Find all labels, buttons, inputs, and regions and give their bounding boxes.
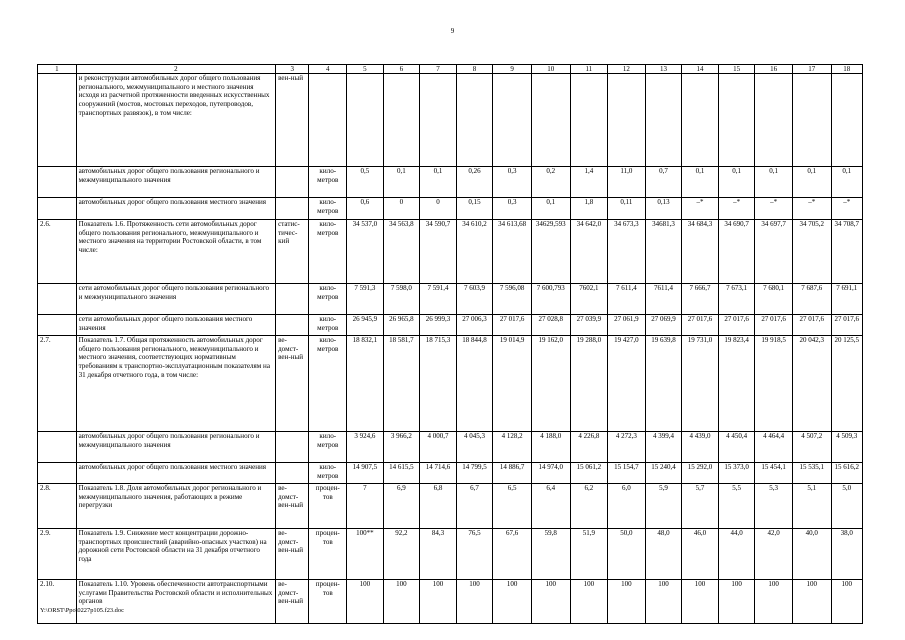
row-value: 26 965,8: [383, 315, 420, 336]
row-value: 0,6: [347, 198, 384, 220]
row-source: ве-домст-вен-ный: [276, 484, 309, 529]
row-value: 14 974,0: [531, 463, 570, 484]
row-value: 1,4: [570, 167, 608, 198]
row-value: 18 581,7: [383, 336, 420, 432]
row-value: 34 690,7: [718, 220, 755, 284]
indicators-table: [37, 64, 863, 624]
row-value: –*: [718, 198, 755, 220]
row-value: 4 399,4: [645, 432, 682, 463]
row-source: [276, 198, 309, 220]
row-unit: кило-метров: [309, 167, 347, 198]
table-row: [38, 580, 863, 624]
row-value: 18 832,1: [347, 336, 384, 432]
row-value: 34 537,0: [347, 220, 384, 284]
row-value: 6,7: [456, 484, 493, 529]
column-number: 11: [570, 65, 608, 74]
column-number: 1: [38, 65, 77, 74]
row-value: 27 017,6: [831, 315, 862, 336]
row-value: 19 288,0: [570, 336, 608, 432]
row-unit: кило-метров: [309, 315, 347, 336]
column-number: 2: [76, 65, 275, 74]
row-value: –*: [792, 198, 831, 220]
row-value: 27 017,6: [682, 315, 719, 336]
row-unit: процен-тов: [309, 484, 347, 529]
row-number: 2.8.: [38, 484, 77, 529]
row-value: 14 714,6: [420, 463, 457, 484]
row-value: 15 061,2: [570, 463, 608, 484]
row-value: [645, 74, 682, 167]
row-value: 4 509,3: [831, 432, 862, 463]
row-number: [38, 167, 77, 198]
row-value: 7 600,793: [531, 284, 570, 315]
row-unit: кило-метров: [309, 432, 347, 463]
row-value: 100: [755, 580, 793, 624]
row-source: [276, 463, 309, 484]
row-value: 34629,593: [531, 220, 570, 284]
row-value: 38,0: [831, 529, 862, 580]
table-row: [38, 284, 863, 315]
row-value: [493, 74, 532, 167]
row-value: [570, 74, 608, 167]
row-value: 0,1: [792, 167, 831, 198]
row-value: 7 591,3: [347, 284, 384, 315]
row-value: [347, 74, 384, 167]
row-value: 0,1: [682, 167, 719, 198]
row-value: 4 128,2: [493, 432, 532, 463]
column-number: 3: [276, 65, 309, 74]
row-source: [276, 432, 309, 463]
row-value: –*: [755, 198, 793, 220]
row-number: 2.9.: [38, 529, 77, 580]
row-value: 4 272,3: [608, 432, 646, 463]
row-value: 5,9: [645, 484, 682, 529]
row-value: 6,5: [493, 484, 532, 529]
table-row: [38, 463, 863, 484]
row-value: 14 799,5: [456, 463, 493, 484]
row-number: 2.6.: [38, 220, 77, 284]
column-number: 12: [608, 65, 646, 74]
row-value: 19 162,0: [531, 336, 570, 432]
row-value: 7602,1: [570, 284, 608, 315]
row-value: 100: [682, 580, 719, 624]
row-value: 5,5: [718, 484, 755, 529]
row-value: –*: [682, 198, 719, 220]
column-number: 10: [531, 65, 570, 74]
row-indicator-name: автомобильных дорог общего пользования регионального и межмуниципального значения: [76, 167, 275, 198]
row-value: 0,1: [831, 167, 862, 198]
row-value: 15 616,2: [831, 463, 862, 484]
row-value: 0,11: [608, 198, 646, 220]
row-value: 5,1: [792, 484, 831, 529]
row-value: 14 615,5: [383, 463, 420, 484]
row-unit: процен-тов: [309, 529, 347, 580]
row-value: 20 125,5: [831, 336, 862, 432]
row-unit: кило-метров: [309, 336, 347, 432]
row-value: 15 292,0: [682, 463, 719, 484]
table-row: [38, 167, 863, 198]
row-value: [682, 74, 719, 167]
column-number: 5: [347, 65, 384, 74]
row-value: 4 045,3: [456, 432, 493, 463]
row-value: 7 611,4: [608, 284, 646, 315]
row-value: 0,26: [456, 167, 493, 198]
row-value: 44,0: [718, 529, 755, 580]
row-source: [276, 315, 309, 336]
row-value: 27 039,9: [570, 315, 608, 336]
row-value: 100: [420, 580, 457, 624]
row-value: 0,1: [383, 167, 420, 198]
row-value: 34681,3: [645, 220, 682, 284]
row-value: 34 697,7: [755, 220, 793, 284]
row-value: 19 731,0: [682, 336, 719, 432]
column-number: 9: [493, 65, 532, 74]
row-value: 7: [347, 484, 384, 529]
row-value: 100: [531, 580, 570, 624]
row-indicator-name: и реконструкции автомобильных дорог общего пользования регионального, межмуниципального и местного значения исходя из расчетной протяженности введенных искусственных сооружений (мостов, мостовых переходов, путепроводов, транспортных развязок), в том числе:: [76, 74, 275, 167]
row-value: 0: [383, 198, 420, 220]
row-value: 14 907,5: [347, 463, 384, 484]
row-value: 7 691,1: [831, 284, 862, 315]
row-value: 27 017,6: [792, 315, 831, 336]
row-value: 1,8: [570, 198, 608, 220]
row-value: 5,0: [831, 484, 862, 529]
row-value: 100: [456, 580, 493, 624]
column-number: 15: [718, 65, 755, 74]
row-value: 15 535,1: [792, 463, 831, 484]
row-value: [420, 74, 457, 167]
row-unit: кило-метров: [309, 220, 347, 284]
row-value: –*: [831, 198, 862, 220]
row-number: [38, 284, 77, 315]
row-value: 100: [570, 580, 608, 624]
row-source: [276, 167, 309, 198]
row-value: 100: [383, 580, 420, 624]
row-value: [531, 74, 570, 167]
row-value: 19 639,8: [645, 336, 682, 432]
row-number: 2.10.: [38, 580, 77, 624]
table-row: [38, 336, 863, 432]
row-value: 0,7: [645, 167, 682, 198]
row-indicator-name: Показатель 1.6. Протяженность сети автомобильных дорог общего пользования регионального, межмуниципального и местного значения на территории Ростовской области, в том числе:: [76, 220, 275, 284]
column-number: 7: [420, 65, 457, 74]
row-number: [38, 432, 77, 463]
row-value: 4 226,8: [570, 432, 608, 463]
row-value: 0,1: [420, 167, 457, 198]
row-source: ве-домст-вен-ный: [276, 580, 309, 624]
row-value: 42,0: [755, 529, 793, 580]
row-indicator-name: Показатель 1.9. Снижение мест концентрации дорожно-транспортных происшествий (аварийно-опасных участков) на дорожной сети Ростовской области на 31 декабря отчетного года: [76, 529, 275, 580]
row-value: 26 945,9: [347, 315, 384, 336]
row-value: 6,2: [570, 484, 608, 529]
row-value: 34 673,3: [608, 220, 646, 284]
row-value: 76,5: [456, 529, 493, 580]
column-number: 16: [755, 65, 793, 74]
row-value: 100: [792, 580, 831, 624]
row-value: 6,9: [383, 484, 420, 529]
row-value: 50,0: [608, 529, 646, 580]
row-value: 6,8: [420, 484, 457, 529]
row-value: 26 999,3: [420, 315, 457, 336]
row-value: 27 028,8: [531, 315, 570, 336]
row-value: 67,6: [493, 529, 532, 580]
row-value: 0,15: [456, 198, 493, 220]
column-number: 4: [309, 65, 347, 74]
row-value: 27 069,9: [645, 315, 682, 336]
row-value: 19 823,4: [718, 336, 755, 432]
table-row: [38, 74, 863, 167]
row-value: 27 006,3: [456, 315, 493, 336]
row-value: 34 610,2: [456, 220, 493, 284]
row-value: 84,3: [420, 529, 457, 580]
column-number-row: [38, 65, 863, 74]
row-value: [456, 74, 493, 167]
row-value: [792, 74, 831, 167]
row-value: 51,9: [570, 529, 608, 580]
table-row: [38, 529, 863, 580]
row-value: 0,13: [645, 198, 682, 220]
row-value: 100: [493, 580, 532, 624]
row-value: 100**: [347, 529, 384, 580]
row-value: 7 680,1: [755, 284, 793, 315]
row-value: 18 715,3: [420, 336, 457, 432]
row-value: 92,2: [383, 529, 420, 580]
row-value: 48,0: [645, 529, 682, 580]
row-value: 27 017,6: [755, 315, 793, 336]
row-value: 100: [645, 580, 682, 624]
row-value: 34 563,8: [383, 220, 420, 284]
row-value: 15 373,0: [718, 463, 755, 484]
row-value: 34 684,3: [682, 220, 719, 284]
row-value: [755, 74, 793, 167]
row-value: 7 673,1: [718, 284, 755, 315]
column-number: 8: [456, 65, 493, 74]
row-value: 15 154,7: [608, 463, 646, 484]
row-value: 18 844,8: [456, 336, 493, 432]
row-source: [276, 284, 309, 315]
row-value: 7 603,9: [456, 284, 493, 315]
row-source: вен-ный: [276, 74, 309, 167]
row-value: 34 705,2: [792, 220, 831, 284]
row-value: 0,1: [718, 167, 755, 198]
table-row: [38, 484, 863, 529]
row-value: 100: [831, 580, 862, 624]
row-value: 46,0: [682, 529, 719, 580]
row-value: 0,3: [493, 167, 532, 198]
row-number: [38, 198, 77, 220]
row-indicator-name: Показатель 1.10. Уровень обеспеченности автотранспортными услугами Правительства Ростовской области и исполнительных органов: [76, 580, 275, 624]
row-number: [38, 74, 77, 167]
row-indicator-name: Показатель 1.7. Общая протяженность автомобильных дорог общего пользования регионального, межмуниципального и местного значения, соответствующих нормативным требованиям к транспортно-эксплуатационным показателям на 31 декабря отчетного года, в том числе:: [76, 336, 275, 432]
row-value: 34 708,7: [831, 220, 862, 284]
row-value: [383, 74, 420, 167]
row-value: 34 590,7: [420, 220, 457, 284]
row-source: ве-домст-вен-ный: [276, 529, 309, 580]
row-value: 5,3: [755, 484, 793, 529]
row-value: 0: [420, 198, 457, 220]
row-value: [831, 74, 862, 167]
row-value: 4 507,2: [792, 432, 831, 463]
column-number: 13: [645, 65, 682, 74]
row-indicator-name: автомобильных дорог общего пользования местного значения: [76, 463, 275, 484]
row-unit: процен-тов: [309, 580, 347, 624]
row-value: 0,1: [531, 198, 570, 220]
row-value: 7 598,0: [383, 284, 420, 315]
column-number: 6: [383, 65, 420, 74]
row-value: [608, 74, 646, 167]
row-value: 11,0: [608, 167, 646, 198]
table-row: [38, 315, 863, 336]
row-number: 2.7.: [38, 336, 77, 432]
row-value: 3 966,2: [383, 432, 420, 463]
row-number: [38, 463, 77, 484]
row-value: 4 000,7: [420, 432, 457, 463]
row-value: 19 918,5: [755, 336, 793, 432]
row-value: 19 014,9: [493, 336, 532, 432]
row-value: 100: [608, 580, 646, 624]
row-value: 27 017,6: [718, 315, 755, 336]
table-row: [38, 198, 863, 220]
table-row: [38, 220, 863, 284]
row-value: 15 454,1: [755, 463, 793, 484]
row-indicator-name: сети автомобильных дорог общего пользования местного значения: [76, 315, 275, 336]
row-value: 7 591,4: [420, 284, 457, 315]
column-number: 14: [682, 65, 719, 74]
row-indicator-name: автомобильных дорог общего пользования местного значения: [76, 198, 275, 220]
row-value: 4 450,4: [718, 432, 755, 463]
row-value: 19 427,0: [608, 336, 646, 432]
row-value: 40,0: [792, 529, 831, 580]
row-unit: кило-метров: [309, 463, 347, 484]
row-value: 6,4: [531, 484, 570, 529]
row-value: 34 642,0: [570, 220, 608, 284]
column-number: 17: [792, 65, 831, 74]
column-number: 18: [831, 65, 862, 74]
row-number: [38, 315, 77, 336]
row-value: 59,8: [531, 529, 570, 580]
row-indicator-name: автомобильных дорог общего пользования регионального и межмуниципального значения: [76, 432, 275, 463]
row-value: 15 240,4: [645, 463, 682, 484]
page-number: 9: [450, 27, 455, 35]
row-value: 4 464,4: [755, 432, 793, 463]
row-unit: кило-метров: [309, 198, 347, 220]
row-value: 27 017,6: [493, 315, 532, 336]
row-value: 5,7: [682, 484, 719, 529]
row-unit: кило-метров: [309, 284, 347, 315]
row-value: 100: [718, 580, 755, 624]
row-value: 34 613,68: [493, 220, 532, 284]
row-value: 100: [347, 580, 384, 624]
row-value: 7 687,6: [792, 284, 831, 315]
row-source: ве-домст-вен-ный: [276, 336, 309, 432]
row-indicator-name: сети автомобильных дорог общего пользования регионального и межмуниципального значения: [76, 284, 275, 315]
row-value: 7 596,08: [493, 284, 532, 315]
row-value: 20 042,3: [792, 336, 831, 432]
row-value: 7611,4: [645, 284, 682, 315]
row-value: 3 924,6: [347, 432, 384, 463]
table-row: [38, 432, 863, 463]
row-value: 7 666,7: [682, 284, 719, 315]
row-value: 4 188,0: [531, 432, 570, 463]
row-value: 4 439,0: [682, 432, 719, 463]
row-value: 0,1: [755, 167, 793, 198]
row-unit: [309, 74, 347, 167]
row-value: 0,5: [347, 167, 384, 198]
row-value: 14 886,7: [493, 463, 532, 484]
row-indicator-name: Показатель 1.8. Доля автомобильных дорог регионального и межмуниципального значения, работающих в режиме перегрузки: [76, 484, 275, 529]
row-value: 0,2: [531, 167, 570, 198]
row-value: 0,3: [493, 198, 532, 220]
row-value: [718, 74, 755, 167]
row-value: 27 061,9: [608, 315, 646, 336]
file-path: Y:\ORST\Ppo\0227p105.f23.doc: [40, 607, 124, 614]
row-value: 6,0: [608, 484, 646, 529]
row-source: статис-тичес-кий: [276, 220, 309, 284]
